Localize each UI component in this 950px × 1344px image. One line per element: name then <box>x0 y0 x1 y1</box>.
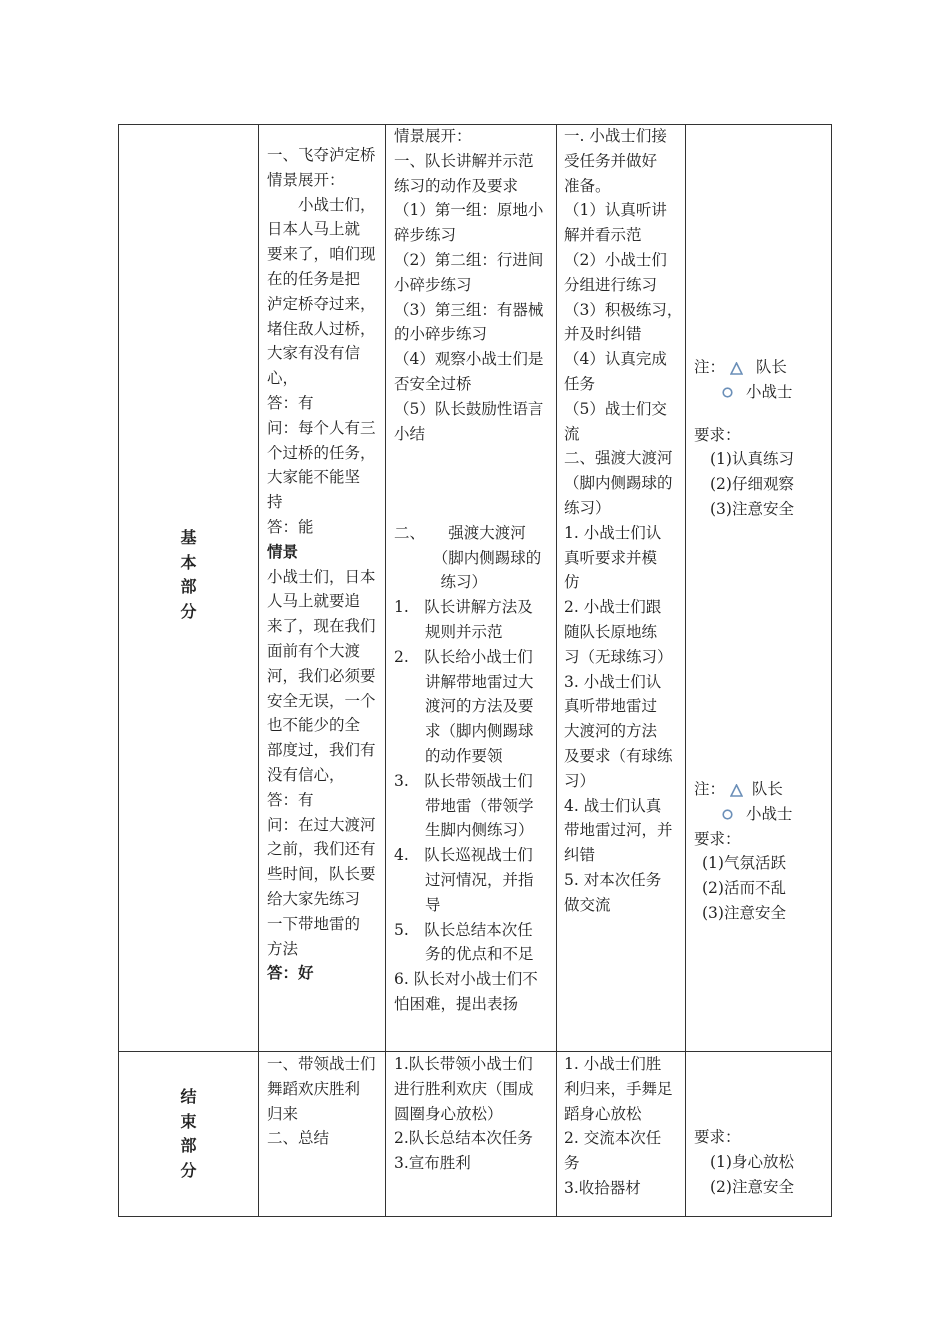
requirement-item: (1)气氛活跃 <box>702 854 786 873</box>
text-line: 河，我们必须要 <box>267 666 376 685</box>
text-line: 一、带领战士们 <box>267 1055 376 1073</box>
organization-notes-1 <box>694 355 829 522</box>
text-line: 问：在过大渡河 <box>267 815 376 834</box>
text-line: 小战士们，日本 <box>267 567 376 586</box>
requirements-title: 要求： <box>694 425 741 444</box>
note-label: 注： <box>694 780 726 798</box>
legend-soldier-line <box>694 802 829 827</box>
text-line: 练习的动作及要求 <box>394 176 519 195</box>
triangle-icon <box>730 784 743 797</box>
legend-leader-line <box>694 355 829 380</box>
requirement-item: (3)注意安全 <box>702 903 786 922</box>
text-line: 3.收拾器材 <box>564 1178 641 1197</box>
text-line: 导 <box>394 895 441 914</box>
text-line: 大家有没有信 <box>267 344 361 363</box>
section-label-char: 束 <box>180 1111 197 1131</box>
text-line: 进行胜利欢庆（围成 <box>394 1079 534 1098</box>
text-line: 方法 <box>267 939 299 958</box>
text-line: （脚内侧踢球的 <box>564 474 673 493</box>
text-line: 真听带地雷过 <box>564 697 658 716</box>
section-label-basic <box>119 526 258 624</box>
scenario-content-column <box>267 143 382 986</box>
requirements-title: 要求： <box>694 829 741 848</box>
text-line: 答：能 <box>267 517 314 536</box>
text-line: 的小碎步练习 <box>394 325 488 344</box>
organization-notes-2 <box>694 777 829 926</box>
text-line: 问：每个人有三 <box>267 418 376 437</box>
text-line: 安全无误，一个 <box>267 691 376 710</box>
text-line: 部度过，我们有 <box>267 741 376 760</box>
column-divider <box>556 1052 557 1216</box>
legend-leader-line <box>694 777 829 802</box>
text-line: 1. 小战士们胜 <box>564 1055 662 1073</box>
text-line: 仿 <box>564 573 580 592</box>
text-line: （1）认真听讲 <box>564 201 667 220</box>
text-line: 怕困难，提出表扬 <box>394 994 519 1013</box>
text-line: （脚内侧踢球的 <box>394 548 542 567</box>
legend-soldier-label: 小战士 <box>745 382 793 401</box>
text-line: 也不能少的全 <box>267 716 361 735</box>
text-line: （5）战士们交 <box>564 399 667 418</box>
student-activity-column <box>564 124 682 918</box>
text-line: 练习） <box>564 498 611 517</box>
text-line: 一、队长讲解并示范 <box>394 151 534 170</box>
ending-student-column <box>564 1052 682 1201</box>
ending-requirements <box>694 1125 829 1199</box>
text-line: 一、飞夺泸定桥 <box>267 146 376 164</box>
text-line: 一. 小战士们接 <box>564 127 667 145</box>
text-line: 3.宣布胜利 <box>394 1154 471 1173</box>
text-line: 答：有 <box>267 790 314 809</box>
text-line: 带地雷过河，并 <box>564 821 673 840</box>
text-line: 来了，现在我们 <box>267 617 376 636</box>
text-line: 人马上就要追 <box>267 592 361 611</box>
text-line: 归来 <box>267 1104 299 1123</box>
text-line: 纠错 <box>564 846 596 865</box>
basic-section-row <box>118 124 832 1052</box>
text-line: 蹈身心放松 <box>564 1104 642 1123</box>
text-line: 习（无球练习） <box>564 647 673 666</box>
text-line: 要来了，咱们现 <box>267 245 376 264</box>
legend-leader-label: 队长 <box>755 358 787 376</box>
text-line: 给大家先练习 <box>267 889 361 908</box>
text-line: 务的优点和不足 <box>394 945 534 964</box>
text-line: 持 <box>267 493 283 512</box>
text-line: 心， <box>267 369 299 388</box>
note-label: 注： <box>694 358 726 376</box>
text-line: 大渡河的方法 <box>564 722 658 741</box>
column-divider <box>385 1052 386 1216</box>
text-line: 4. 队长巡视战士们 <box>394 846 533 865</box>
requirement-item: (2)活而不乱 <box>702 879 786 898</box>
text-line: 泸定桥夺过来， <box>267 294 376 313</box>
column-divider <box>258 125 259 1051</box>
text-line <box>394 471 554 496</box>
column-divider <box>385 125 386 1051</box>
text-line: 碎步练习 <box>394 226 457 245</box>
column-divider <box>685 1052 686 1216</box>
text-line: 小结 <box>394 424 426 443</box>
text-line: 流 <box>564 424 580 443</box>
text-line: 求（脚内侧踢球 <box>394 722 534 741</box>
text-line: 1. 队长讲解方法及 <box>394 598 533 617</box>
text-line: （2）第二组：行进间 <box>394 250 544 269</box>
text-line: 2. 交流本次任 <box>564 1129 662 1148</box>
text-line: 真听要求并模 <box>564 548 658 567</box>
circle-icon <box>722 809 733 820</box>
text-line: 随队长原地练 <box>564 622 658 641</box>
text-line: 2. 小战士们跟 <box>564 598 662 617</box>
text-line: 3. 队长带领战士们 <box>394 771 533 790</box>
section-label-char: 分 <box>180 1160 197 1180</box>
ending-teacher-column <box>394 1052 554 1176</box>
text-line: （4）观察小战士们是 <box>394 350 544 369</box>
text-line: 圆圈身心放松） <box>394 1104 503 1123</box>
text-line: （5）队长鼓励性语言 <box>394 399 544 418</box>
requirement-item: (2)注意安全 <box>710 1177 794 1196</box>
text-line: 1. 小战士们认 <box>564 523 662 542</box>
text-line: （3）第三组：有器械 <box>394 300 544 319</box>
text-line: 讲解带地雷过大 <box>394 672 534 691</box>
text-line: 5. 对本次任务 <box>564 870 662 889</box>
section-label-ending <box>119 1085 258 1183</box>
text-line: （3）积极练习， <box>564 300 683 319</box>
requirement-item: (2)仔细观察 <box>710 475 794 494</box>
text-line: 练习） <box>394 573 488 592</box>
text-line: 二、强渡大渡河 <box>564 449 673 468</box>
text-line: 4. 战士们认真 <box>564 796 662 815</box>
spacer <box>694 405 829 423</box>
section-label-char: 结 <box>180 1087 197 1106</box>
text-line: 带地雷（带领学 <box>394 796 534 815</box>
column-divider <box>556 125 557 1051</box>
legend-leader-label: 队长 <box>751 780 783 798</box>
column-divider <box>258 1052 259 1216</box>
circle-icon <box>722 387 733 398</box>
text-line: 任务 <box>564 374 596 393</box>
text-line: 务 <box>564 1154 580 1173</box>
text-line: 情景 <box>267 541 299 561</box>
text-line: 1.队长带领小战士们 <box>394 1055 533 1073</box>
section-label-char: 基 <box>180 528 197 547</box>
text-line: 2.队长总结本次任务 <box>394 1129 533 1148</box>
text-line: 规则并示范 <box>394 622 503 641</box>
text-line: 3. 小战士们认 <box>564 672 662 691</box>
text-line: 答：好 <box>267 963 314 983</box>
text-line: 日本人马上就 <box>267 220 361 239</box>
requirement-item: (1)认真练习 <box>710 450 794 469</box>
text-line: 没有信心， <box>267 765 345 784</box>
triangle-icon <box>730 362 743 375</box>
legend-soldier-line <box>694 380 829 405</box>
text-line: 并及时纠错 <box>564 325 642 344</box>
section-label-char: 部 <box>180 577 197 596</box>
text-line: 渡河的方法及要 <box>394 697 534 716</box>
text-line: 解并看示范 <box>564 226 642 245</box>
text-line: 之前，我们还有 <box>267 840 376 859</box>
ending-content-column <box>267 1052 382 1151</box>
text-line: 舞蹈欢庆胜利 <box>267 1079 361 1098</box>
ending-section-row <box>118 1051 832 1217</box>
text-line <box>394 496 554 521</box>
text-line: 堵住敌人过桥， <box>267 319 376 338</box>
legend-soldier-label: 小战士 <box>745 804 793 823</box>
text-line: （2）小战士们 <box>564 250 667 269</box>
text-line: 个过桥的任务， <box>267 443 376 462</box>
text-line: 面前有个大渡 <box>267 641 361 660</box>
text-line: 利归来，手舞足 <box>564 1079 673 1098</box>
section-label-char: 分 <box>180 601 197 621</box>
text-line: 二、 强渡大渡河 <box>394 523 526 542</box>
text-line: （4）认真完成 <box>564 350 667 369</box>
section-label-char: 部 <box>180 1136 197 1155</box>
section-label-char: 本 <box>180 552 197 572</box>
text-line: 大家能不能坚 <box>267 468 361 487</box>
text-line: 过河情况，并指 <box>394 870 534 889</box>
text-line: 5. 队长总结本次任 <box>394 920 533 939</box>
text-line: 准备。 <box>564 176 611 195</box>
text-line: 否安全过桥 <box>394 374 472 393</box>
text-line: 小战士们， <box>267 195 376 214</box>
text-line: 情景展开： <box>394 127 472 145</box>
text-line: 答：有 <box>267 393 314 412</box>
requirements-title: 要求： <box>694 1128 741 1146</box>
text-line: 及要求（有球练 <box>564 746 673 765</box>
column-divider <box>685 125 686 1051</box>
teacher-activity-column <box>394 124 554 1017</box>
text-line: 生脚内侧练习） <box>394 821 534 840</box>
text-line: 些时间，队长要 <box>267 865 376 884</box>
text-line: 的动作要领 <box>394 746 503 765</box>
text-line: 受任务并做好 <box>564 151 658 170</box>
text-line: （1）第一组：原地小 <box>394 201 544 220</box>
text-line <box>394 446 554 471</box>
text-line: 做交流 <box>564 895 611 914</box>
requirement-item: (3)注意安全 <box>710 499 794 518</box>
text-line: 小碎步练习 <box>394 275 472 294</box>
text-line: 一下带地雷的 <box>267 914 361 933</box>
text-line: 2. 队长给小战士们 <box>394 647 533 666</box>
requirement-item: (1)身心放松 <box>710 1152 794 1171</box>
text-line: 习） <box>564 771 596 790</box>
text-line: 二、总结 <box>267 1129 330 1148</box>
text-line: 情景展开： <box>267 170 345 189</box>
text-line: 在的任务是把 <box>267 269 361 288</box>
text-line: 6. 队长对小战士们不 <box>394 970 538 989</box>
text-line: 分组进行练习 <box>564 275 658 294</box>
